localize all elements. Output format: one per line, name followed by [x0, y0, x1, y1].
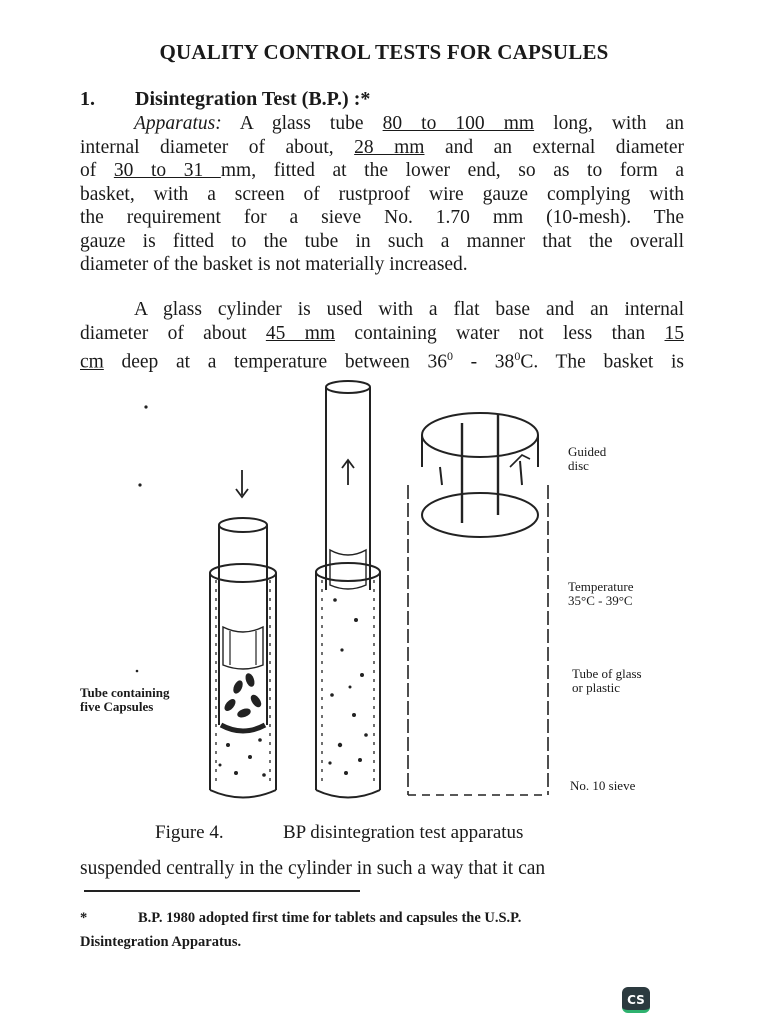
underlined-text: 80 to 100 mm	[382, 113, 535, 134]
text-line	[80, 298, 684, 322]
footnote-rule	[84, 890, 360, 892]
text-span: long, with an	[534, 113, 684, 134]
text-line	[80, 112, 684, 136]
text-line	[80, 159, 684, 183]
text-line	[80, 345, 684, 374]
underlined-text: 28 mm	[354, 136, 425, 158]
apparatus-label: Apparatus:	[134, 113, 222, 134]
text-line	[80, 136, 684, 160]
text-span: and an external diameter	[424, 136, 684, 158]
label-line: five Capsules	[80, 699, 154, 714]
label-line: or plastic	[572, 680, 621, 695]
text-span: containing water not less than	[335, 322, 665, 344]
label-line: Tube containing	[80, 685, 170, 700]
capsule-tube-apparatus	[210, 470, 276, 798]
label-line: Guided	[568, 444, 607, 459]
tube-capsules-label	[80, 686, 169, 714]
text-span: internal diameter of about,	[80, 136, 355, 158]
text-span: of	[80, 160, 114, 181]
section-number: 1.	[80, 88, 95, 110]
temperature-label	[568, 580, 634, 608]
sieve-label: No. 10 sieve	[570, 778, 636, 793]
text-line	[80, 322, 684, 346]
text-span: deep at a temperature between 36	[103, 351, 447, 373]
paragraph-apparatus	[80, 112, 684, 277]
continuation-text: suspended centrally in the cylinder in such a way that it can	[80, 858, 546, 879]
guided-disc-and-cylinder	[408, 413, 548, 795]
text-span: - 38	[452, 351, 515, 373]
text-line: gauze is fitted to the tube in such a manner that the overall	[80, 230, 684, 252]
text-span: diameter of about	[80, 322, 266, 344]
text-span: mm, fitted at the lower end, so as to form a	[220, 160, 684, 181]
paragraph-cylinder	[80, 298, 684, 374]
figure-caption	[155, 822, 523, 844]
underlined-text: 15	[664, 322, 684, 344]
underlined-text: 45 mm	[265, 322, 336, 344]
underlined-text: cm	[80, 351, 104, 373]
camscanner-badge: CS	[622, 987, 650, 1013]
text-span: C. The basket is	[520, 351, 684, 373]
figure-caption-text: BP disintegration test apparatus	[283, 822, 524, 843]
figure-number: Figure 4.	[155, 822, 224, 843]
section-heading: Disintegration Test (B.P.) :*	[135, 88, 371, 110]
footnote-line	[80, 906, 521, 930]
underlined-text: 30 to 31	[113, 160, 221, 181]
footnote-marker: *	[80, 910, 88, 926]
footnote-text: B.P. 1980 adopted first time for tablets and capsules the U.S.P.	[138, 910, 522, 926]
text-line: diameter of the basket is not materially increased.	[80, 254, 468, 275]
tube-glass-label	[572, 667, 642, 695]
footnote	[80, 906, 521, 954]
guided-disc-label	[568, 445, 606, 473]
label-line: Temperature	[568, 579, 634, 594]
footnote-text: Disintegration Apparatus.	[80, 934, 242, 950]
page-title: QUALITY CONTROL TESTS FOR CAPSULES	[159, 40, 609, 64]
text-line: basket, with a screen of rustproof wire gauze complying with	[80, 183, 684, 205]
apparatus-figure	[60, 375, 700, 815]
label-line: disc	[568, 458, 589, 473]
superscript: 0	[446, 349, 453, 363]
text-span: A glass cylinder is used with a flat base and an internal	[134, 299, 684, 320]
label-line: Tube of glass	[572, 666, 642, 681]
label-line: 35°C - 39°C	[568, 593, 633, 608]
text-span: A glass tube	[221, 113, 383, 134]
raised-tube-apparatus	[316, 381, 380, 798]
text-line: the requirement for a sieve No. 1.70 mm (10-mesh). The	[80, 207, 684, 228]
superscript: 0	[514, 349, 521, 363]
